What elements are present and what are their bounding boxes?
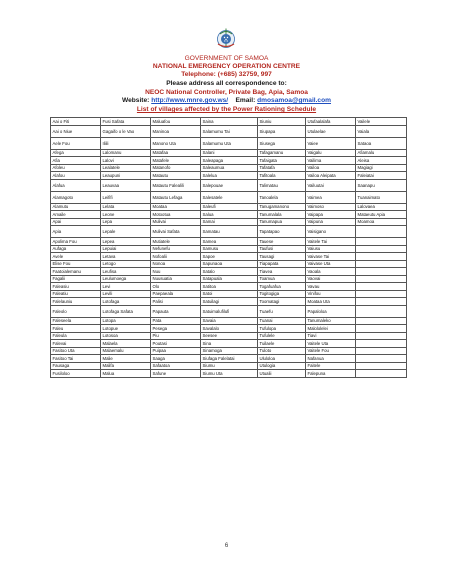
village-cell: Tuloto	[258, 347, 306, 355]
village-cell: Mutiatele	[151, 238, 201, 246]
village-cell: Lealatele	[101, 164, 151, 172]
village-cell: Apolima Fou	[51, 238, 101, 246]
village-cell: Samea	[201, 238, 258, 246]
village-cell: Matafele	[151, 157, 201, 165]
page-number: 6	[224, 543, 229, 549]
village-cell: Malua	[101, 370, 151, 378]
village-cell: Faleu	[51, 325, 101, 333]
table-row	[51, 305, 407, 317]
list-title: List of villages affected by the Power Rationing Schedule	[136, 106, 317, 113]
village-cell: Moataa Uta	[306, 298, 356, 306]
table-row	[51, 164, 407, 172]
village-cell: Salua	[201, 211, 258, 219]
village-cell: Utulogia	[258, 362, 306, 370]
village-cell: Afia	[51, 157, 101, 165]
village-cell: Apia	[51, 226, 101, 238]
village-cell: Siufaga Falelatai	[201, 355, 258, 363]
village-cell	[356, 245, 407, 253]
table-row	[51, 172, 407, 180]
village-cell: Salani	[201, 149, 258, 157]
village-cell	[356, 305, 407, 317]
table-row	[51, 290, 407, 298]
village-cell: Leauvaa	[101, 179, 151, 191]
website-label: Website:	[122, 97, 150, 104]
address-line: NEOC National Controller, Private Bag, Apia, Samoa	[145, 89, 308, 96]
village-cell: Salamumu Uta	[201, 137, 258, 149]
table-row	[51, 157, 407, 165]
village-cell	[356, 355, 407, 363]
village-cell: Siumu Uta	[201, 370, 258, 378]
village-cell: Siumu	[201, 362, 258, 370]
village-cell: Tafitoala	[258, 172, 306, 180]
village-cell: Malaela	[101, 340, 151, 348]
village-cell: Pesega	[151, 325, 201, 333]
table-row	[51, 149, 407, 157]
village-cell: Tauese	[258, 238, 306, 246]
village-cell: Utufaalalafa	[306, 118, 356, 126]
table-row	[51, 298, 407, 306]
village-cell: Faleasiu	[51, 283, 101, 291]
village-cell: Vaisigano	[306, 226, 356, 238]
table-row	[51, 275, 407, 283]
village-cell: Tiapapata	[258, 260, 306, 268]
table-row	[51, 203, 407, 211]
government-title: GOVERNMENT OF SAMOA	[184, 55, 269, 62]
village-cell: Samatau	[201, 226, 258, 238]
village-cell: Olo	[151, 283, 201, 291]
village-cell: Vailuutai	[306, 179, 356, 191]
village-cell: Safune	[151, 370, 201, 378]
village-cell: Faleatiu	[51, 290, 101, 298]
village-cell: Vinifou	[306, 290, 356, 298]
village-cell: Lotofaga	[101, 298, 151, 306]
village-cell: Malaemalu	[101, 347, 151, 355]
village-cell: Letogo	[101, 260, 151, 268]
village-cell: Lepuiai	[101, 245, 151, 253]
village-cell: Lalovi	[101, 157, 151, 165]
village-cell: Alamagoto	[51, 191, 101, 203]
village-cell: Papaloloa	[306, 305, 356, 317]
table-row	[51, 362, 407, 370]
village-cell: Vaivase Tai	[306, 253, 356, 261]
table-row	[51, 118, 407, 126]
village-cell: Falevai	[51, 340, 101, 348]
village-cell: Sinamoga	[201, 347, 258, 355]
village-cell: Vaoala	[306, 268, 356, 276]
village-cell: Vaigalu	[306, 149, 356, 157]
village-cell: Fusiloloo	[51, 370, 101, 378]
village-cell: Lotopue	[101, 325, 151, 333]
table-row	[51, 260, 407, 268]
table-row	[51, 283, 407, 291]
village-cell: Vaiusu	[306, 245, 356, 253]
village-cell: Tiavea	[258, 268, 306, 276]
village-cell: Tausagi	[258, 253, 306, 261]
village-cell: Vailoa	[306, 164, 356, 172]
village-cell: Tuilaele	[258, 340, 306, 348]
village-cell: Vailele	[356, 118, 407, 126]
village-cell: Tufulele	[258, 332, 306, 340]
village-cell: Lelata	[101, 203, 151, 211]
village-cell: Aele Fou	[51, 137, 101, 149]
table-row	[51, 211, 407, 219]
village-cell: Tanumapua	[258, 218, 306, 226]
village-cell: Aai o Fiti	[51, 118, 101, 126]
village-cell: Salepouae	[201, 179, 258, 191]
table-row	[51, 317, 407, 325]
village-cell: Tufulopa	[258, 325, 306, 333]
village-cell: Tafatafa	[258, 164, 306, 172]
village-cell: Seesee	[201, 332, 258, 340]
village-cell: Tuaefu	[258, 305, 306, 317]
table-row	[51, 332, 407, 340]
village-cell: Manono Uta	[151, 137, 201, 149]
village-cell	[356, 317, 407, 325]
villages-table	[50, 117, 407, 378]
village-cell: Ululoloa	[258, 355, 306, 363]
centre-title: NATIONAL EMERGENCY OPERATION CENTRE	[152, 63, 301, 70]
village-cell: Lepale	[101, 226, 151, 238]
email-link[interactable]: dmosamoa@gmail.com	[257, 97, 331, 104]
village-cell: Togitogiga	[258, 290, 306, 298]
village-cell: Lotosoa	[101, 332, 151, 340]
village-cell	[356, 290, 407, 298]
village-cell: Nefunefu	[151, 245, 201, 253]
village-cell: Faatoialemanu	[51, 268, 101, 276]
village-cell: Aai o Niue	[51, 125, 101, 137]
village-cell: Gagaifo o le Vao	[101, 125, 151, 137]
village-cell: Mataeutu Apia	[356, 211, 407, 219]
village-cell	[356, 332, 407, 340]
village-cell: Malololelei	[306, 325, 356, 333]
village-cell: Levi	[101, 283, 151, 291]
village-cell: Lepea	[101, 238, 151, 246]
village-cell: Saleapaga	[201, 157, 258, 165]
village-cell: Tapatapao	[258, 226, 306, 238]
village-cell: Fausaga	[51, 362, 101, 370]
village-cell: Alafua	[51, 179, 101, 191]
village-cell: Falelauniu	[51, 298, 101, 306]
village-cell: Salamumu Tai	[201, 125, 258, 137]
village-cell: Maluafou	[151, 118, 201, 126]
village-cell	[356, 340, 407, 348]
village-cell: Satitoa	[201, 283, 258, 291]
village-cell: Iliili	[101, 137, 151, 149]
village-cell: Nuu	[151, 268, 201, 276]
village-cell: Aleisa	[356, 157, 407, 165]
village-cell: Aufaga	[51, 245, 101, 253]
village-cell: Talimatau	[258, 179, 306, 191]
samoa-coat-of-arms-icon	[214, 26, 238, 50]
village-cell: Utulaelae	[306, 125, 356, 137]
village-cell: Levili	[101, 290, 151, 298]
village-cell: Apai	[51, 218, 101, 226]
table-row	[51, 245, 407, 253]
village-cell: Vaimea	[306, 191, 356, 203]
village-cell: Satalo	[201, 268, 258, 276]
village-cell: Nofoalii	[151, 253, 201, 261]
village-cell: Tafagamanu	[258, 149, 306, 157]
village-cell: Leone	[101, 211, 151, 219]
table-row	[51, 125, 407, 137]
village-cell: Vaitele Fou	[306, 347, 356, 355]
village-cell: Tanumalala	[258, 211, 306, 219]
village-cell: Satoi	[201, 290, 258, 298]
table-row	[51, 340, 407, 348]
village-cell: Vavau	[306, 283, 356, 291]
village-cell	[356, 347, 407, 355]
website-link[interactable]: http://www.mnre.gov.ws/	[151, 97, 229, 104]
village-cell: Vaitele Uta	[306, 340, 356, 348]
village-cell: Siupapa	[258, 125, 306, 137]
table-row	[51, 137, 407, 149]
village-cell: Vaiee	[306, 137, 356, 149]
village-cell: Faleseela	[51, 317, 101, 325]
village-cell: Sapoe	[201, 253, 258, 261]
village-cell: Maninoa	[151, 125, 201, 137]
village-cell	[356, 283, 407, 291]
village-cell: Toomatagi	[258, 298, 306, 306]
village-cell: Samai	[201, 218, 258, 226]
village-cell: Afega	[51, 149, 101, 157]
village-cell: Alamutu	[51, 203, 101, 211]
village-cell: Afiamalu	[356, 149, 407, 157]
village-cell: Alafou	[51, 172, 101, 180]
table-row	[51, 238, 407, 246]
village-cell	[356, 253, 407, 261]
village-cell: Afoleu	[51, 164, 101, 172]
village-cell: Tuanai	[258, 317, 306, 325]
table-row	[51, 226, 407, 238]
village-cell: Tanumaleko	[306, 317, 356, 325]
village-cell: Lalovaea	[356, 203, 407, 211]
village-cell: Malie	[101, 355, 151, 363]
village-cell: Saina	[201, 118, 258, 126]
village-cell	[356, 268, 407, 276]
village-cell: Matafaa	[151, 149, 201, 157]
village-cell: Palisi	[151, 298, 201, 306]
village-cell: Matanofo	[151, 164, 201, 172]
village-cell: Vaimoso	[306, 203, 356, 211]
village-cell: Moataa	[151, 203, 201, 211]
village-cell	[356, 226, 407, 238]
village-cell	[356, 362, 407, 370]
village-cell: Leulumoega	[101, 275, 151, 283]
village-cell: Toamua	[258, 275, 306, 283]
village-cell: Puipaa	[151, 347, 201, 355]
village-cell: Nuusuatia	[151, 275, 201, 283]
village-cell: Leufisa	[101, 268, 151, 276]
village-cell: Fasitoo Tai	[51, 355, 101, 363]
village-cell: Fasitoo Uta	[51, 347, 101, 355]
village-cell: Utualii	[258, 370, 306, 378]
village-cell: Lotofaga Safata	[101, 305, 151, 317]
village-cell: Malifa	[101, 362, 151, 370]
village-cell: Vaipapa	[306, 211, 356, 219]
village-cell: Faleolo	[51, 305, 101, 317]
village-cell: Satapuala	[201, 275, 258, 283]
village-cell: Lepa	[101, 218, 151, 226]
village-cell: Papauta	[151, 305, 201, 317]
village-cell: Savalalo	[201, 325, 258, 333]
village-cell: Togafuafua	[258, 283, 306, 291]
village-cell: Siuniu	[258, 118, 306, 126]
village-cell: Matautu Falealili	[151, 179, 201, 191]
village-cell: Magiagi	[356, 164, 407, 172]
village-cell: Siusega	[258, 137, 306, 149]
village-cell: Satuimalufilufi	[201, 305, 258, 317]
village-cell: Falepuna	[306, 370, 356, 378]
village-cell: Taufusi	[258, 245, 306, 253]
village-cell: Piu	[151, 332, 201, 340]
village-cell: Vailima	[306, 157, 356, 165]
village-cell: Elise Fou	[51, 260, 101, 268]
village-cell: Leaupuni	[101, 172, 151, 180]
village-cell: Mulivai Safata	[151, 226, 201, 238]
table-row	[51, 268, 407, 276]
village-cell: Vaitele Tai	[306, 238, 356, 246]
table-row	[51, 191, 407, 203]
village-cell: Sapunaoa	[201, 260, 258, 268]
village-cell: Vaovai	[306, 275, 356, 283]
village-cell	[356, 298, 407, 306]
table-row	[51, 325, 407, 333]
village-cell: Saaga	[151, 355, 201, 363]
village-cell: Tuanaimato	[356, 191, 407, 203]
village-cell: Letava	[101, 253, 151, 261]
village-cell: Salelua	[201, 172, 258, 180]
village-cell: Saleufi	[201, 203, 258, 211]
village-cell: Lotopa	[101, 317, 151, 325]
village-cell: Vaiala	[356, 125, 407, 137]
village-cell: Tanugamanono	[258, 203, 306, 211]
village-cell: Vailoa Aleipata	[306, 172, 356, 180]
email-label: Email:	[235, 97, 256, 104]
village-cell: Satuilagi	[201, 298, 258, 306]
table-row	[51, 355, 407, 363]
table-row	[51, 253, 407, 261]
village-cell: Nafanua	[306, 355, 356, 363]
village-cell	[356, 370, 407, 378]
village-cell: Tafaigata	[258, 157, 306, 165]
village-cell: Samusu	[201, 245, 258, 253]
table-row	[51, 218, 407, 226]
village-cell: Saleaumua	[201, 164, 258, 172]
table-row	[51, 347, 407, 355]
table-row	[51, 370, 407, 378]
village-cell: Matautu Lefaga	[151, 191, 201, 203]
village-cell: Mulivai	[151, 218, 201, 226]
telephone-line: Telephone: (+685) 32759, 997	[181, 71, 272, 78]
village-cell: Tanoalela	[258, 191, 306, 203]
village-cell: Vaipuna	[306, 218, 356, 226]
contact-line	[0, 97, 453, 105]
village-cell: Fusi Safata	[101, 118, 151, 126]
village-cell: Safaatoa	[151, 362, 201, 370]
village-cell: Pata	[151, 317, 201, 325]
village-cell	[356, 238, 407, 246]
village-cell: Saanapu	[356, 179, 407, 191]
village-cell: Sataoa	[356, 137, 407, 149]
village-cell	[356, 325, 407, 333]
village-cell: Matautu	[151, 172, 201, 180]
village-cell: Amaile	[51, 211, 101, 219]
village-cell: Faleula	[51, 332, 101, 340]
village-cell: Savaia	[201, 317, 258, 325]
village-cell	[356, 260, 407, 268]
village-cell	[356, 275, 407, 283]
village-cell: Tiavi	[306, 332, 356, 340]
village-cell: Fagalii	[51, 275, 101, 283]
village-cell: Motootua	[151, 211, 201, 219]
table-row	[51, 179, 407, 191]
village-cell: Salesatele	[201, 191, 258, 203]
correspondence-note: Please address all correspondence to:	[166, 80, 287, 87]
village-cell: Sina	[201, 340, 258, 348]
village-cell: Moamoa	[356, 218, 407, 226]
village-cell: Leififi	[101, 191, 151, 203]
village-cell: Paepaeala	[151, 290, 201, 298]
village-cell: Avele	[51, 253, 101, 261]
village-cell: Lalomanu	[101, 149, 151, 157]
village-cell: Poutasi	[151, 340, 201, 348]
village-cell: Faleiatai	[356, 172, 407, 180]
village-cell: Faitele	[306, 362, 356, 370]
village-cell: Nonoa	[151, 260, 201, 268]
village-cell: Vaivase Uta	[306, 260, 356, 268]
